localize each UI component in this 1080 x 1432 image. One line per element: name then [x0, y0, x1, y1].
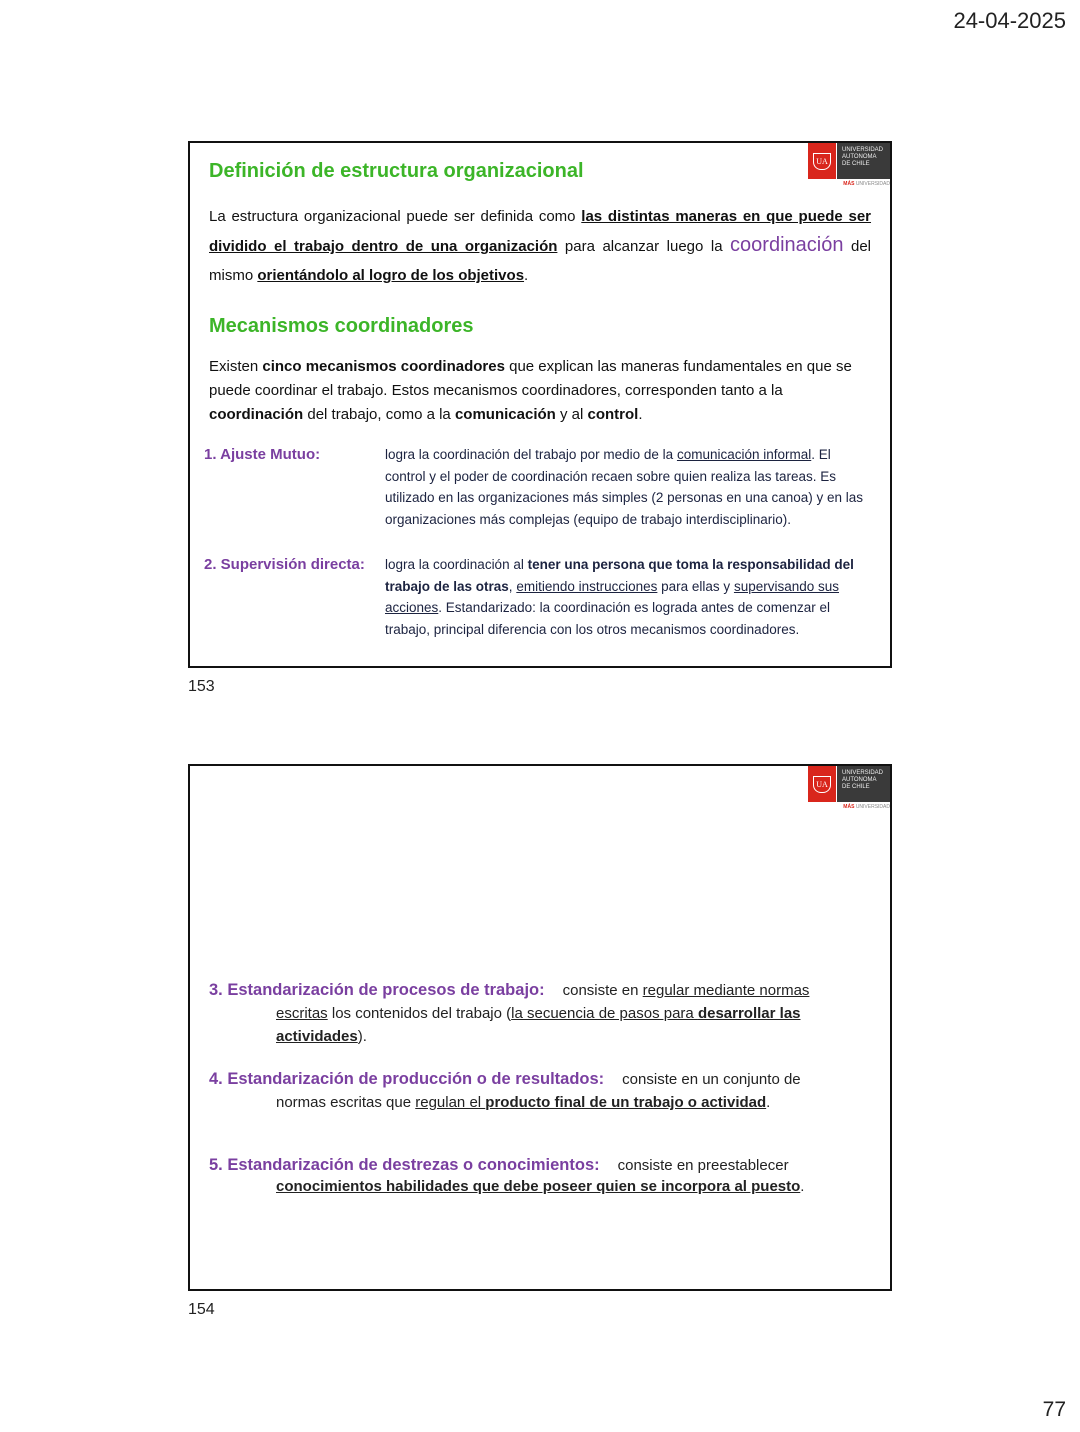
text-run: producto final de un trabajo o actividad: [485, 1094, 767, 1111]
text-run: coordinación: [730, 234, 844, 256]
mechanism-item: [209, 1155, 859, 1197]
slide-title: Definición de estructura organizacional: [209, 160, 584, 182]
mechanism-item: [204, 444, 864, 530]
mechanism-label: 2. Supervisión directa:: [204, 556, 365, 573]
mechanism-text: [385, 444, 864, 530]
mechanism-text: [385, 554, 864, 640]
text-run: para ellas y: [657, 578, 734, 594]
text-run: cinco mecanismos coordinadores: [262, 358, 505, 375]
logo-line: DE CHILE: [842, 784, 870, 790]
text-run: consiste en un conjunto de: [622, 1071, 801, 1088]
text-run: del mismo: [209, 238, 871, 284]
text-run: normas escritas que: [276, 1094, 416, 1111]
text-run: supervisando sus acciones: [385, 578, 839, 615]
shield-icon: [808, 766, 836, 802]
text-run: . El control y el poder de coordinación recaen sobre quien realiza las tareas. Es utilizado en las organizaciones más simples (2 personas en una canoa) y en las organizaciones más complejas (equipo de trabajo interdisciplinario).: [385, 447, 864, 527]
shield-icon: [808, 143, 836, 179]
text-run: ).: [357, 1028, 367, 1045]
mechanism-item: [209, 979, 859, 1048]
text-run: coordinación: [209, 406, 304, 423]
mechanism-text: [209, 1176, 859, 1197]
text-run: y al: [555, 406, 588, 423]
mechanism-text: [618, 1157, 789, 1174]
text-run: . Estandarizado: la coordinación es lograda antes de comenzar el trabajo, principal diferencia con los otros mecanismos coordinadores.: [385, 600, 831, 637]
text-run: que explican las maneras fundamentales en que se puede coordinar el trabajo. Estos mecanismos coordinadores, corresponden tanto a la: [209, 358, 852, 399]
mechanism-label: 3. Estandarización de procesos de trabajo:: [209, 981, 545, 999]
text-run: logra la coordinación al: [385, 557, 528, 572]
text-run: los contenidos del trabajo (: [327, 1005, 512, 1022]
text-run: regulan el: [415, 1094, 486, 1111]
text-run: la secuencia de pasos para: [511, 1005, 698, 1022]
logo-line: UNIVERSIDAD: [842, 147, 884, 153]
mechanism-label: 4. Estandarización de producción o de resultados:: [209, 1070, 605, 1088]
text-run: .: [638, 406, 643, 423]
text-run: orientándolo al logro de los objetivos: [257, 267, 525, 284]
text-run: desarrollar las actividades: [276, 1005, 801, 1045]
section-title: Mecanismos coordinadores: [209, 315, 474, 337]
logo-tag: UNIVERSIDAD: [855, 181, 890, 187]
slide-153: [188, 141, 892, 668]
text-run: La estructura organizacional puede ser definida como: [209, 208, 582, 225]
logo-line: DE CHILE: [842, 161, 870, 167]
mechanism-text: [563, 982, 810, 999]
logo-tag: UNIVERSIDAD: [855, 804, 890, 810]
text-run: consiste en preestablecer: [617, 1157, 789, 1174]
logo-line: UNIVERSIDAD: [842, 770, 884, 776]
slide-154: [188, 764, 892, 1291]
mechanism-item: [209, 1068, 859, 1114]
university-logo: [808, 766, 890, 812]
date: 24-04-2025: [953, 8, 1066, 33]
slide-number: 154: [188, 1301, 215, 1318]
logo-line: AUTONOMA: [842, 777, 877, 783]
mechanism-label: 1. Ajuste Mutuo:: [204, 446, 321, 463]
text-run: tener una persona que toma la responsabilidad del trabajo de las otras: [385, 557, 854, 594]
university-logo: [808, 143, 890, 189]
definition-paragraph: [209, 202, 871, 290]
logo-line: AUTONOMA: [842, 154, 877, 160]
mechanism-text: [622, 1071, 800, 1088]
text-run: del trabajo, como a la: [303, 406, 455, 423]
text-run: Existen: [209, 358, 263, 375]
text-run: las distintas maneras en que puede ser dividido el trabajo dentro de una organización: [209, 208, 872, 255]
text-run: .: [766, 1094, 771, 1111]
text-run: ,: [508, 578, 517, 594]
text-run: regular mediante normas: [642, 982, 810, 999]
mechanism-item: [204, 554, 864, 640]
mechanism-text: [209, 1002, 859, 1048]
text-run: logra la coordinación del trabajo por medio de la: [385, 447, 677, 462]
text-run: control: [587, 406, 639, 423]
logo-initials: UA: [813, 776, 831, 793]
text-run: conocimientos habilidades que debe poseer quien se incorpora al puesto: [276, 1178, 801, 1195]
text-run: comunicación: [454, 406, 556, 423]
text-run: .: [524, 267, 529, 284]
mechanism-text: [209, 1091, 859, 1114]
intro-paragraph: [209, 355, 871, 427]
logo-tag-bold: MÁS: [843, 181, 855, 187]
text-run: consiste en: [562, 982, 643, 999]
slide-number: 153: [188, 678, 215, 695]
page-number: 77: [1042, 1398, 1066, 1421]
logo-tag-bold: MÁS: [843, 804, 855, 810]
text-run: escritas: [276, 1005, 328, 1022]
text-run: comunicación informal: [676, 447, 812, 462]
mechanism-label: 5. Estandarización de destrezas o conocimientos:: [209, 1156, 600, 1174]
text-run: emitiendo instrucciones: [516, 578, 658, 594]
text-run: .: [800, 1178, 805, 1195]
text-run: para alcanzar luego la: [557, 238, 731, 255]
logo-initials: UA: [813, 153, 831, 170]
